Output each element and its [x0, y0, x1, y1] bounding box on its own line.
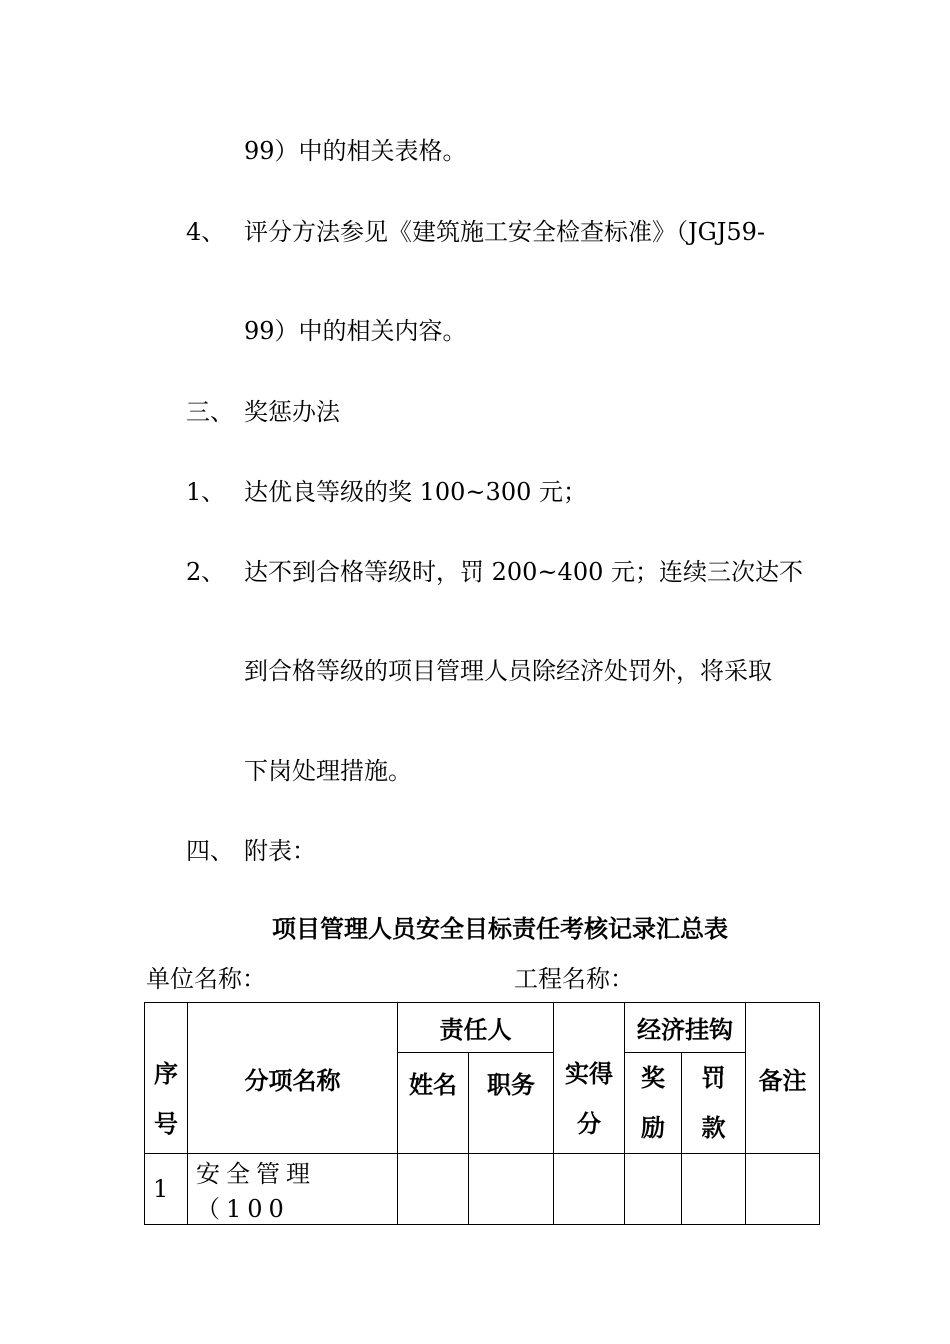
- section-title: 附表：: [244, 837, 316, 865]
- paragraph-line: 评分方法参见《建筑施工安全检查标准》（JGJ59-: [244, 218, 766, 246]
- header-seq: [145, 1003, 188, 1154]
- item-number: 1、: [186, 478, 226, 506]
- paragraph-line: 99）中的相关表格。: [244, 137, 467, 165]
- header-responsible: 责任人: [398, 1003, 554, 1053]
- row1-remark: [746, 1154, 820, 1225]
- section-number: 四、: [186, 837, 234, 865]
- header-item-name: 分项名称: [188, 1003, 398, 1154]
- summary-table: [144, 1002, 820, 1225]
- paragraph-line: 下岗处理措施。: [244, 757, 412, 785]
- header-position: 职务: [469, 1053, 554, 1154]
- row1-item: 安全管理（100: [188, 1154, 398, 1225]
- paragraph-line: 99）中的相关内容。: [244, 317, 467, 345]
- header-reward-text: 奖励: [641, 1064, 665, 1142]
- header-score-text: 实得分: [565, 1060, 613, 1138]
- table-title: 项目管理人员安全目标责任考核记录汇总表: [272, 915, 728, 943]
- section-number: 三、: [186, 398, 234, 426]
- paragraph-line: 到合格等级的项目管理人员除经济处罚外，将采取: [244, 657, 772, 685]
- header-seq-text: 序号: [154, 1060, 178, 1138]
- item-number: 2、: [186, 558, 226, 586]
- row1-position: [469, 1154, 554, 1225]
- header-reward: [625, 1053, 682, 1154]
- row1-seq: 1: [145, 1154, 188, 1225]
- paragraph-line: 达优良等级的奖 100~300 元；: [244, 478, 587, 506]
- header-name: 姓名: [398, 1053, 469, 1154]
- project-name-label: 工程名称：: [514, 965, 634, 993]
- section-title: 奖惩办法: [244, 398, 340, 426]
- row1-name: [398, 1154, 469, 1225]
- row1-reward: [625, 1154, 682, 1225]
- header-penalty-text: 罚款: [701, 1064, 726, 1142]
- paragraph-line: 达不到合格等级时，罚 200~400 元；连续三次达不: [244, 558, 803, 586]
- header-score: [554, 1003, 625, 1154]
- row1-penalty: [682, 1154, 746, 1225]
- item-number: 4、: [186, 218, 226, 246]
- unit-name-label: 单位名称：: [146, 965, 266, 993]
- header-penalty: [682, 1053, 746, 1154]
- header-economic: 经济挂钩: [625, 1003, 746, 1053]
- header-remark: 备注: [746, 1003, 820, 1154]
- row1-score: [554, 1154, 625, 1225]
